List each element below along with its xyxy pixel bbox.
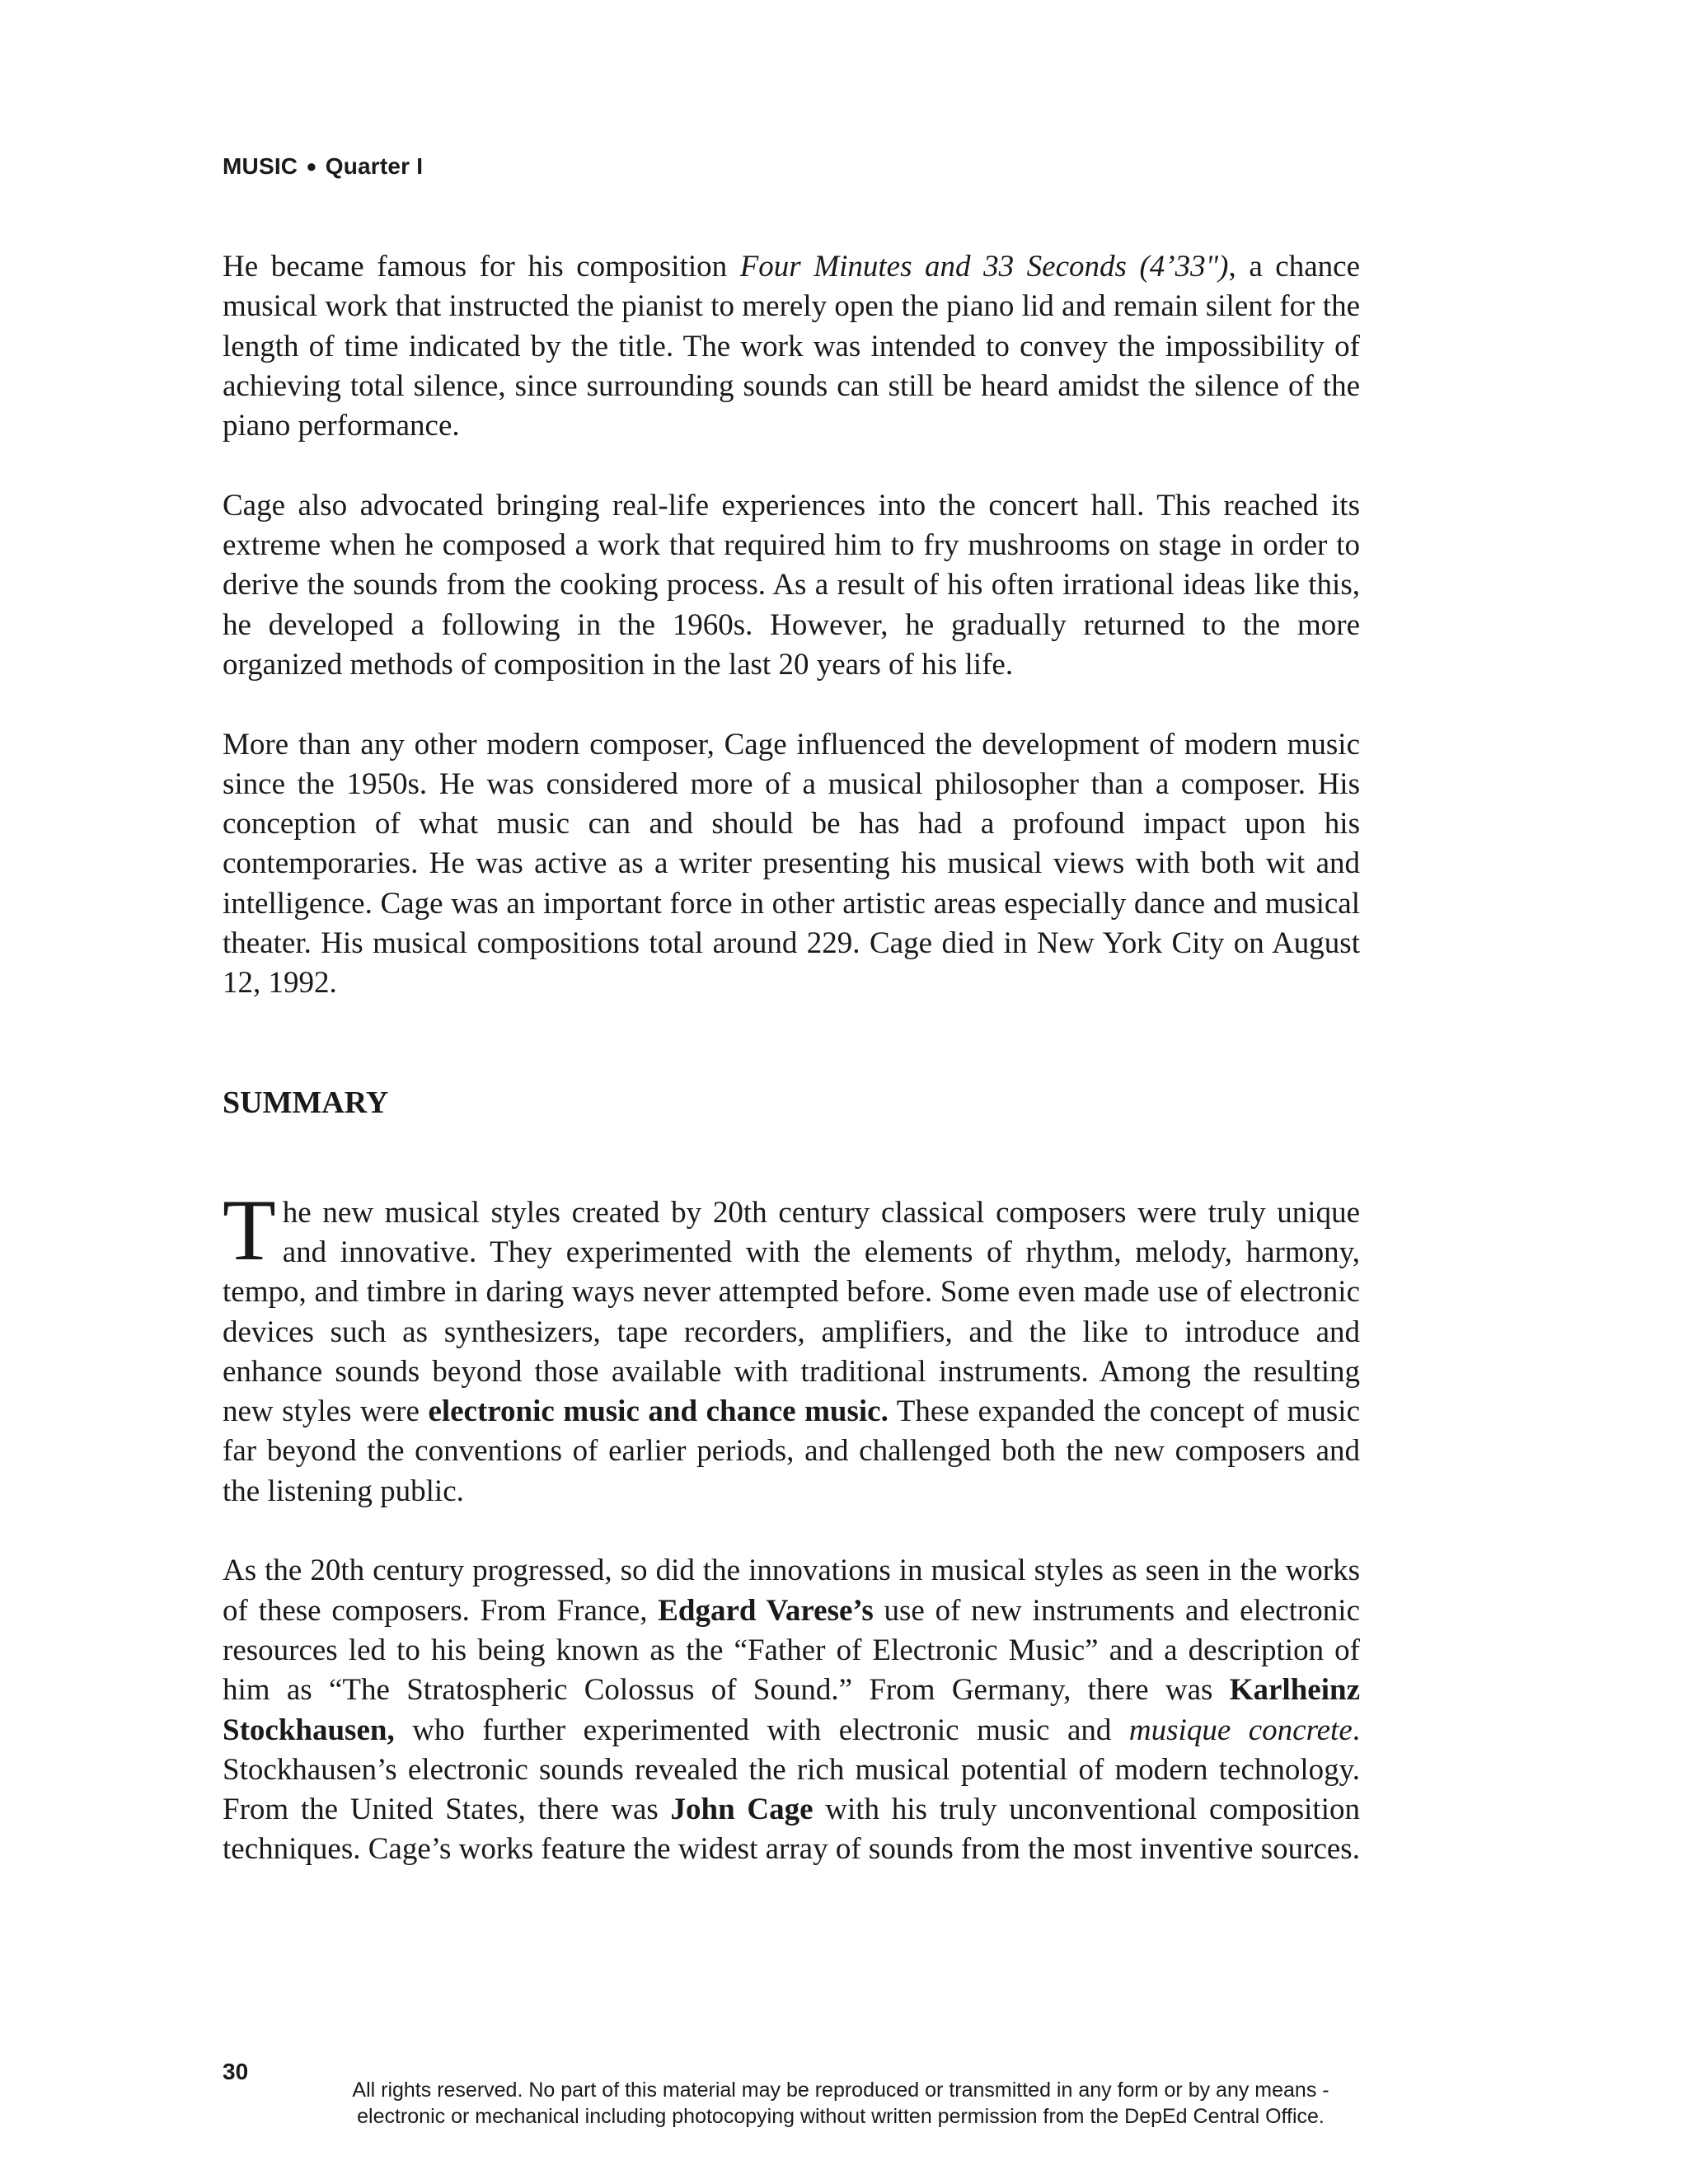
page-content (223, 247, 1360, 1910)
copyright-footer (313, 2077, 1368, 2130)
text-run: These expanded the concept of music far beyond the conventions of earlier periods, and challenged both the new composers and the listening public. (223, 1394, 1360, 1508)
text-run: , a chance musical work that instructed the pianist to merely open the piano lid and remain silent for the length of time indicated by the title. The work was intended to convey the impossibility of achieving total silence, since surrounding sounds can still be heard amidst the silence of the piano performance. (223, 250, 1360, 443)
header-subject: MUSIC (223, 153, 298, 179)
paragraph-real-life: Cage also advocated bringing real-life experiences into the concert hall. This reached its extreme when he composed a work that required him to fry mushrooms on stage in order to derive the sounds from the cooking process. As a result of his often irrational ideas like this, he developed a following in the 1960s. However, he gradually returned to the more organized methods of composition in the last 20 years of his life. (223, 488, 1360, 682)
summary-paragraph-styles (223, 1181, 1360, 1511)
text-run: As the 20th century progressed, so did the innovations in musical styles as seen in the works of these composers. From France, (223, 1554, 1360, 1628)
drop-cap: T (223, 1181, 276, 1278)
header-bullet: ● (306, 156, 317, 176)
footer-line-2: electronic or mechanical including photocopying without written permission from the DepEd Central Office. (357, 2105, 1325, 2128)
text-run: who further experimented with electronic music and (394, 1713, 1129, 1747)
page-number: 30 (223, 2059, 249, 2084)
running-header (223, 153, 423, 180)
footer-line-1: All rights reserved. No part of this material may be reproduced or transmitted in any form or by any means - (352, 2079, 1329, 2102)
name-cage: John Cage (670, 1793, 814, 1827)
summary-heading: SUMMARY (223, 1085, 389, 1120)
text-run: with his truly unconventional composition techniques. Cage’s works feature the widest array of sounds from the most inventive sources. (223, 1793, 1360, 1867)
text-run: . Stockhausen’s electronic sounds revealed the rich musical potential of modern technology. From the United States, there was (223, 1713, 1360, 1827)
text-run: use of new instruments and electronic resources led to his being known as the “Father of Electronic Music” and a description of him as “The Stratospheric Colossus of Sound.” From Germany, there was (223, 1593, 1360, 1708)
name-stockhausen: Karlheinz Stockhausen, (223, 1673, 1360, 1747)
paragraph-four-minutes (223, 247, 1360, 446)
header-quarter: Quarter I (325, 153, 424, 179)
text-run: He became famous for his composition (223, 250, 740, 284)
bold-styles: electronic music and chance music. (428, 1394, 889, 1429)
name-varese: Edgard Varese’s (658, 1593, 874, 1628)
composition-title: Four Minutes and 33 Seconds (4’33") (739, 250, 1229, 284)
summary-paragraph-composers (223, 1551, 1360, 1869)
term-musique-concrete: musique concrete (1128, 1713, 1353, 1747)
text-run: he new musical styles created by 20th century classical composers were truly unique and innovative. They experimented with the elements of rhythm, melody, harmony, tempo, and timbre in daring ways never attempted before. Some even made use of electronic devices such as synthesizers, tape recorders, amplifiers, and the like to introduce and enhance sounds beyond those available with traditional instruments. Among the resulting new styles were (223, 1195, 1360, 1429)
paragraph-influence: More than any other modern composer, Cage influenced the development of modern music since the 1950s. He was considered more of a musical philosopher than a composer. His conception of what music can and should be has had a profound impact upon his contemporaries. He was active as a writer presenting his musical views with both wit and intelligence. Cage was an important force in other artistic areas especially dance and musical theater. His musical compositions total around 229. Cage died in New York City on August 12, 1992. (223, 727, 1360, 1001)
